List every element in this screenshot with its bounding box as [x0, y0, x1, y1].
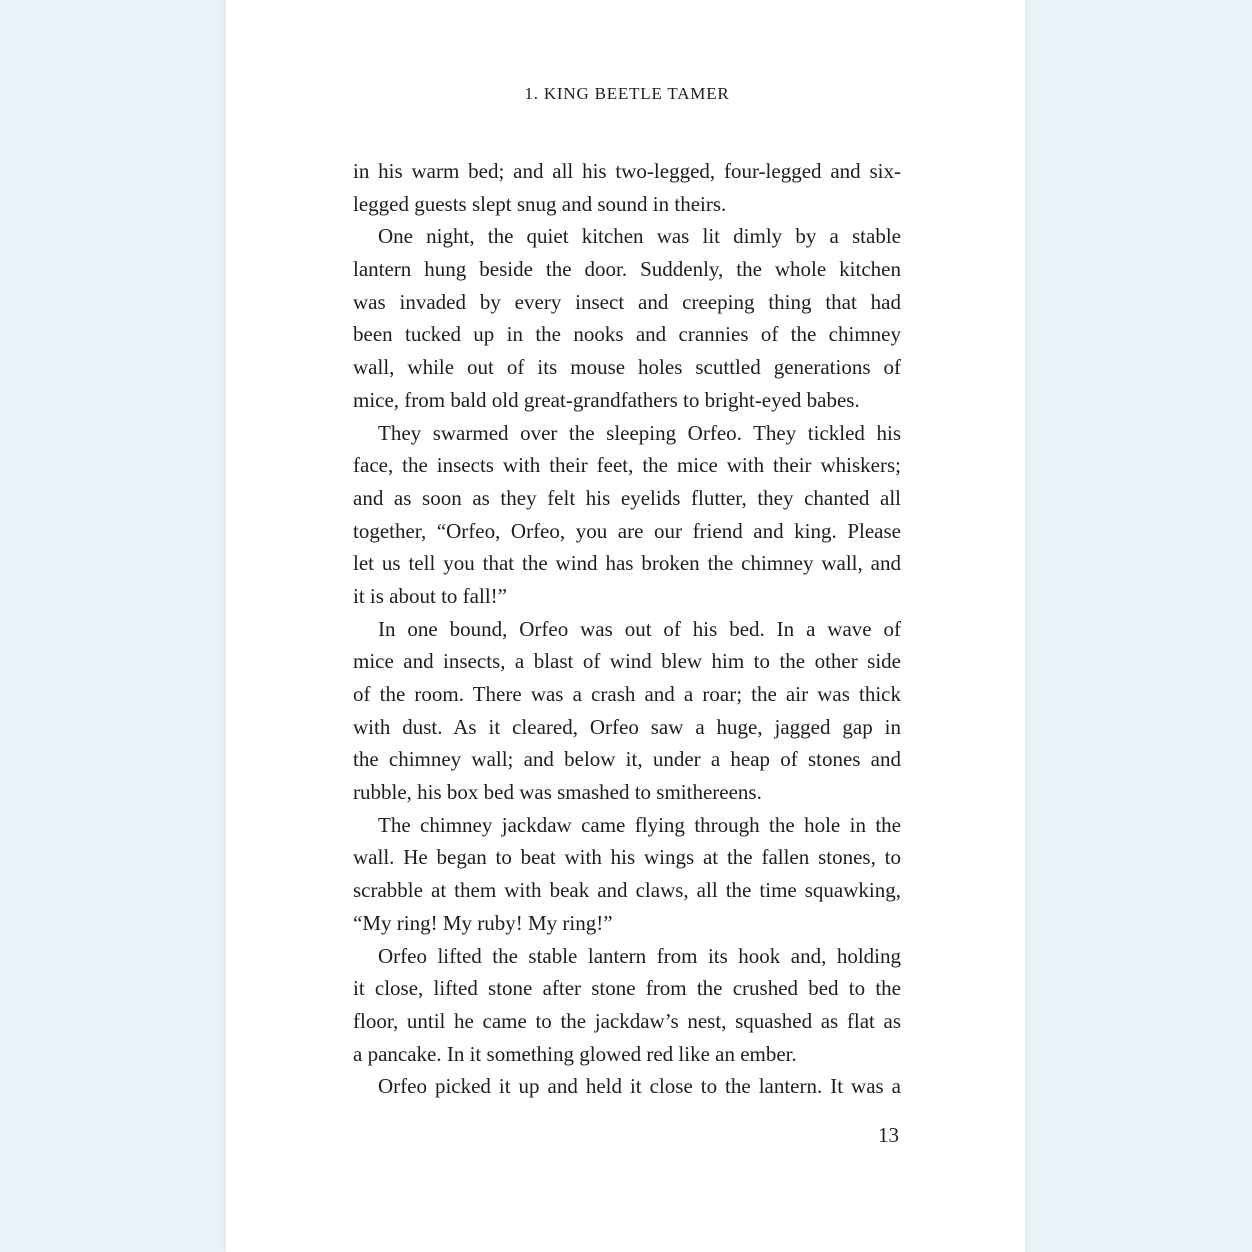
- text-line: wall. He began to beat with his wings at the fallen stones, to: [353, 845, 901, 870]
- text-line: mice and insects, a blast of wind blew him to the other side: [353, 649, 901, 674]
- text-line: the chimney wall; and below it, under a heap of stones and: [353, 747, 901, 772]
- paragraph: [353, 613, 901, 809]
- paragraph: [353, 809, 901, 940]
- text-line: of the room. There was a crash and a roar; the air was thick: [353, 682, 901, 706]
- page-content: [353, 0, 901, 1252]
- text-line: with dust. As it cleared, Orfeo saw a huge, jagged gap in: [353, 714, 901, 739]
- text-line: it is about to fall!”: [353, 583, 507, 608]
- text-line: a pancake. In it something glowed red like an ember.: [353, 1041, 797, 1066]
- paragraph: [353, 1070, 901, 1103]
- text-line: scrabble at them with beak and claws, all the time squawking,: [353, 878, 901, 903]
- paragraph: [353, 220, 901, 416]
- text-line: and as soon as they felt his eyelids flutter, they chanted all: [353, 485, 901, 510]
- page-number: 13: [878, 1123, 899, 1147]
- paragraph: [353, 155, 901, 220]
- text-line: it close, lifted stone after stone from the crushed bed to the: [353, 976, 901, 1001]
- text-line: They swarmed over the sleeping Orfeo. They tickled his: [378, 420, 901, 445]
- paragraph: [353, 940, 901, 1071]
- text-line: in his warm bed; and all his two-legged, four-legged and six-: [353, 159, 901, 183]
- text-line: Orfeo lifted the stable lantern from its hook and, holding: [378, 943, 901, 968]
- body-text: [353, 155, 901, 1103]
- text-line: legged guests slept snug and sound in theirs.: [353, 191, 727, 216]
- text-line: mice, from bald old great-grandfathers to bright-eyed babes.: [353, 387, 860, 412]
- text-line: Orfeo picked it up and held it close to the lantern. It was a: [378, 1074, 901, 1099]
- book-page: [226, 0, 1025, 1252]
- text-line: wall, while out of its mouse holes scuttled generations of: [353, 355, 901, 380]
- text-line: “My ring! My ruby! My ring!”: [353, 910, 613, 935]
- text-line: floor, until he came to the jackdaw’s nest, squashed as flat as: [353, 1008, 901, 1033]
- text-line: lantern hung beside the door. Suddenly, the whole kitchen: [353, 257, 901, 282]
- text-line: rubble, his box bed was smashed to smithereens.: [353, 780, 762, 805]
- text-line: together, “Orfeo, Orfeo, you are our friend and king. Please: [353, 518, 901, 543]
- paragraph: [353, 417, 901, 613]
- text-line: The chimney jackdaw came flying through the hole in the: [378, 812, 901, 837]
- text-line: face, the insects with their feet, the mice with their whiskers;: [353, 453, 901, 478]
- running-header: 1. KING BEETLE TAMER: [524, 84, 730, 103]
- text-line: One night, the quiet kitchen was lit dimly by a stable: [378, 224, 901, 249]
- text-line: was invaded by every insect and creeping thing that had: [353, 289, 901, 314]
- text-line: let us tell you that the wind has broken the chimney wall, and: [353, 551, 901, 576]
- text-line: In one bound, Orfeo was out of his bed. In a wave of: [378, 616, 901, 641]
- text-line: been tucked up in the nooks and crannies of the chimney: [353, 322, 901, 347]
